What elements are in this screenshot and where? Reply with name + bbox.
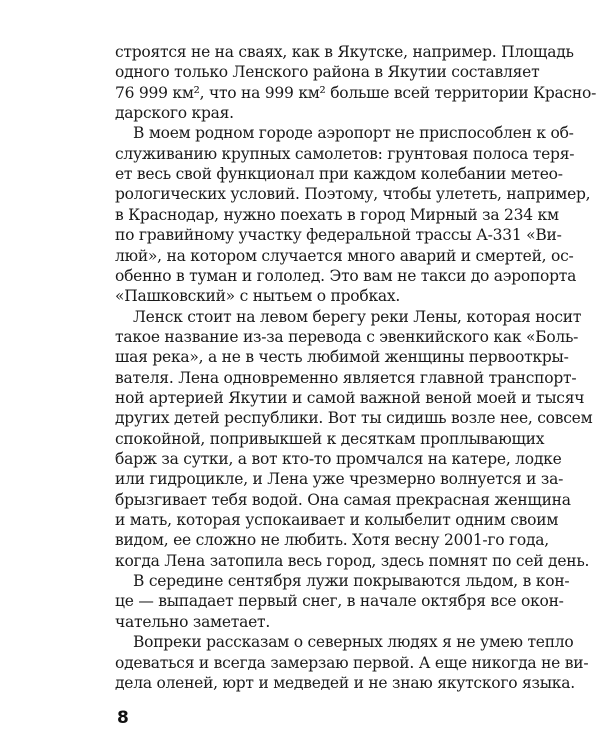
text-line: других детей республики. Вот ты сидишь возле нее, совсем [115,409,593,428]
text-line: дела оленей, юрт и медведей и не знаю якутского языка. [115,673,575,692]
text-line: ет весь свой функционал при каждом колебании метео- [115,165,563,184]
text-line: такое название из-за перевода с эвенкийского как «Боль- [115,327,579,346]
text-line: строятся не на сваях, как в Якутске, например. Площадь [115,43,574,61]
page-number: 8 [117,708,129,728]
text-line: служиванию крупных самолетов: грунтовая полоса теря- [115,144,575,163]
text-line: по гравийному участку федеральной трассы А-331 «Ви- [115,226,562,245]
paragraph-first-line: В середине сентября лужи покрываются льдом, в кон- [133,572,570,591]
text-line: брызгивает тебя водой. Она самая прекрасная женщина [115,490,571,509]
text-line: когда Лена затопила весь город, здесь помнят по сей день. [115,551,590,570]
text-line: барж за сутки, а вот кто-то промчался на катере, лодке [115,450,562,468]
text-line: одеваться и всегда замерзаю первой. А еще никогда не ви- [115,653,589,672]
text-line: и мать, которая успокаивает и колыбелит одним своим [115,511,559,530]
text-line: дарского края. [115,104,234,123]
text-line: ной артерией Якутии и самой важной веной моей и тысяч [115,388,585,407]
text-line: видом, ее сложно не любить. Хотя весну 2001-го года, [115,531,549,550]
text-line: 76 999 км², что на 999 км² больше всей территории Красно- [115,83,597,102]
paragraph-first-line: Вопреки рассказам о северных людях я не умею тепло [133,633,574,652]
text-line: це — выпадает первый снег, в начале октября все окон- [115,592,564,611]
text-line: обенно в туман и гололед. Это вам не такси до аэропорта [115,266,577,285]
text-line: в Краснодар, нужно поехать в город Мирный за 234 км [115,205,559,224]
text-line: или гидроцикле, и Лена уже чрезмерно волнуется и за- [115,470,564,489]
text-line: рологических условий. Поэтому, чтобы улететь, например, [115,185,591,204]
text-line: спокойной, попривыкшей к десяткам проплывающих [115,429,545,448]
text-line: шая река», а не в честь любимой женщины первооткры- [115,348,569,367]
text-line: чательно заметает. [115,612,271,631]
paragraph-first-line: Ленск стоит на левом берегу реки Лены, которая носит [133,307,582,326]
text-line: одного только Ленского района в Якутии составляет [115,63,540,82]
text-line: люй», на котором случается много аварий и смертей, ос- [115,246,574,265]
paragraph-first-line: В моем родном городе аэропорт не приспособлен к об- [133,124,574,143]
text-line: «Пашковский» с нытьем о пробках. [115,287,401,306]
text-line: вателя. Лена одновременно является главной транспорт- [115,368,577,387]
